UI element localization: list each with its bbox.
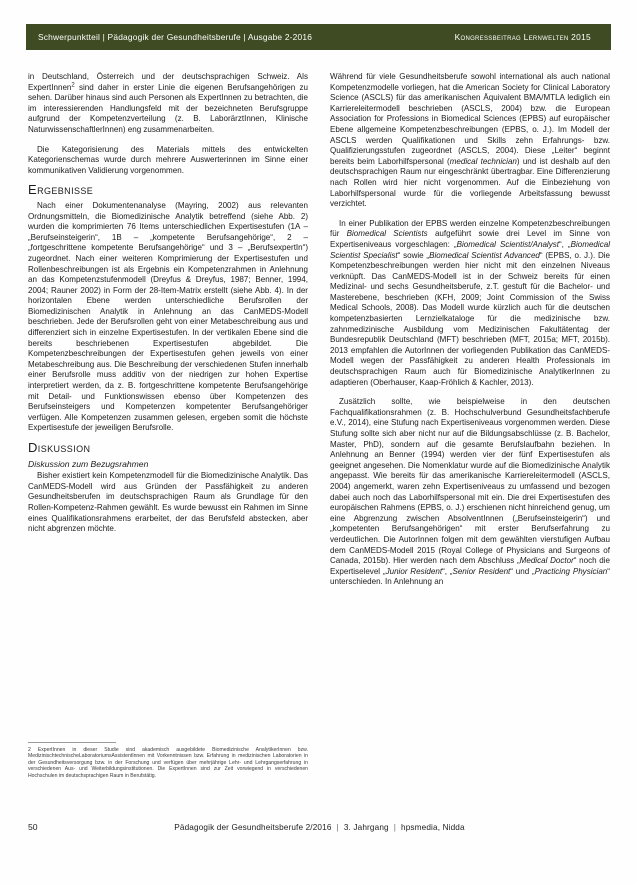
para-right-2b: aufgeführt sowie drei Level im Sinne von Expertiseniveaus vorgeschlagen: „: [330, 229, 610, 249]
footer-citation: [148, 823, 491, 832]
page-footer: [28, 822, 611, 832]
term-medical-technician: medical technician: [449, 156, 517, 166]
footer-volume: 3. Jahrgang: [343, 823, 389, 832]
para-left-1b: sind daher in erster Linie die eigenen Berufsangehörigen zu sehen. Darüber hinaus sind auch Personen als ExpertInnen zu betrachten, die im interessierenden Handlungsfeld mit der bezeichneten Berufsgruppe aufgrund der Kompetenzverteilung (z. B. LaborärztInnen, Klinische NaturwissenschaftlerInnen) eng zusammenarbeiten.: [28, 82, 308, 134]
left-column: [28, 72, 308, 812]
term-practicing-physician: Practicing Physician: [534, 566, 608, 576]
footer-publisher: hpsmedia, Nidda: [401, 823, 465, 832]
footnote-block: [28, 742, 308, 779]
subsection-heading-bezugsrahmen: Diskussion zum Bezugsrahmen: [28, 458, 149, 469]
paragraph-gap: [330, 210, 610, 219]
para-right-2: [330, 219, 610, 389]
para-right-2d: “ sowie „: [397, 250, 430, 260]
para-right-3c: “, „: [442, 566, 453, 576]
para-right-1: [330, 72, 610, 210]
para-right-2e: “ (EPBS, o. J.). Die Kompetenzbeschreibungen werden hier nicht mit den einzelnen Niveaus verknüpft. Das CanMEDS-Modell ist in der Schweiz bereits für einen Medizinal- und sechs Gesundheitsberufe, z.T. gestuft für die Bachelor- und Masterebene, beschrieben (KFH, 2009; Joint Commission of the Swiss Medical Schools, 2008). Das Modell wurde kürzlich auch für die deutschen kompetenzbasierten Lernzielkataloge für die medizinische bzw. zahnmedizinische Ausbildung vom Medizinischen Fakultätentag der Bundesrepublik Deutschland (MFT) beschrieben (MFT, 2015a; MFT, 2015b). 2013 empfahlen die AutorInnen der vorliegenden Publikation das CanMEDS-Modell wegen der Passfähigkeit zu anderen Health Professionals im deutschsprachigen Raum auch für Biomedizinische AnalytikerInnen zu adaptieren (Oberhauser, Kaap-Fröhlich & Kachler, 2013).: [330, 250, 611, 387]
term-medical-doctor: Medical Doctor: [519, 556, 574, 566]
term-biomedical-scientist-analyst: Biomedical Scientist/Analyst: [456, 239, 559, 249]
para-right-3d: “ und „: [510, 566, 535, 576]
running-head-bar: [26, 24, 611, 50]
para-left-3: Nach einer Dokumentenanalyse (Mayring, 2002) aus relevanten Ordnungsmitteln, die Biomedizinische Analytik betreffend (siehe Abb. 2) wurden die komprimierten 76 Items unterschiedlichen Expertisestufen (1A – „Berufseinsteigerin“, 1B – „kompetente Berufsangehörige“, 2 – „fortgeschrittene kompetente Berufsangehörige“ und 3 – „BerufsexpertIn“) zugeordnet. Nach einer weiteren Komprimierung der Expertisestufen und Rollenbeschreibungen ist als Ergebnis ein Kompetenzrahmen in Anlehnung an das Kompetenzstufenmodell (Dreyfus & Dreyfus, 1987; Benner, 1994, 2004; Rauner 2002) in Form der 28-Item-Matrix erstellt (siehe Abb. 4). In der horizontalen Ebene werden unterschiedliche Berufsrollen der Biomedizinischen Analytik in Anlehnung an das CanMEDS-Modell beschrieben. Jede der Berufsrollen geht von einer Metabeschreibung aus und differenziert sich in einzelne Expertisestufen. In der vertikalen Ebene sind die bereits beschriebenen Expertisestufen abgebildet. Die Kompetenzbeschreibungen der Expertisestufen gehen jeweils von einer Metabeschreibung aus. Die Beschreibung der verschiedenen Stufen innerhalb einer Berufsrolle muss additiv von der niedrigen zur hohen Expertise interpretiert werden, da z. B. fortgeschrittene kompetente Berufsangehörige mit Detail- und Funktionswissen ebenso über Kompetenzen des Berufseinsteigers und Kompetenzen kompetenter Berufsangehöriger verfügen. Alle Kompetenzen zusammen gelesen, ergeben somit die höchste Expertisestufe der jeweiligen Berufsrolle.: [28, 200, 308, 433]
page-number: 50: [28, 822, 38, 832]
para-left-2: Die Kategorisierung des Materials mittels des entwickelten Kategorienschemas wurde durch mehrere Auswerterinnen im Sinne einer kommunikativen Validierung vorgenommen.: [28, 144, 308, 175]
body-columns: [28, 72, 611, 812]
running-head-left: Schwerpunktteil | Pädagogik der Gesundheitsberufe | Ausgabe 2-2016: [38, 32, 313, 42]
paragraph-gap: [330, 388, 610, 397]
right-column: [330, 72, 610, 812]
term-senior-resident: Senior Resident: [452, 566, 511, 576]
term-biomedical-scientist-specialist: Biomedical Scientist Specialist: [330, 239, 610, 260]
footer-separator-2: |: [393, 823, 397, 832]
term-junior-resident: Junior Resident: [385, 566, 443, 576]
para-right-3e: “ unterschieden. In Anlehnung an: [330, 566, 610, 587]
footer-journal: Pädagogik der Gesundheitsberufe 2/2016: [174, 823, 332, 832]
footer-separator-1: |: [336, 823, 339, 832]
para-right-3a: Zusätzlich sollte, wie beispielweise in den deutschen Fachqualifikationsrahmen (z. B. Hochschulverbund Gesundheitsfachberufe e.V., 2014), eine Stufung nach Expertiseniveaus vorgenommen werden. Diese Stufung sollte sich aber nicht nur auf die Bildungsabschlüsse (z. B. Bachelor, Master, PhD), sondern auf die gesamte Berufslaufbahn beziehen. In Anlehnung an Benner (1994) werden vier der fünf Expertisestufen als geeignet angesehen. Die Nomenklatur wurde auf die Biomedizinische Analytik angepasst. Wie bereits für das amerikanische Karriereleitermodell (ASCLS, 2004) angemerkt, waren zehn Expertiseniveaus zu umfassend und bezogen dabei auch noch das Laborhilfspersonal mit ein. Die drei Expertisestufen des europäischen Rahmens (EPBS, o. J.) erschienen nicht hinreichend genug, um eine Abgrenzung zwischen AbsolventInnen („Berufseinsteigerin“) und „kompetenten Berufsangehörigen“ mit erster Berufserfahrung zu verdeutlichen. Die AutorInnen folgen mit dem gewählten vierstufigen Aufbau dem CanMEDS-Modell 2015 (Royal College of Physicians and Surgeons of Canada, 2015b). Hier werden nach dem Abschluss „: [330, 397, 610, 566]
para-right-1a: Während für viele Gesundheitsberufe sowohl international als auch national Kompetenzmodelle vorliegen, hat die American Society for Clinical Laboratory Science (ASCLS) für das amerikanischen Äquivalent BMA/MTLA lediglich ein Karriereleitermodell beschrieben (ASCLS, 2004) bzw. die European Association for Professions in Biomedical Sciences (EPBS) auf europäischer Ebene allgemeine Kompetenzbeschreibungen (EPBS, o. J.). Im Modell der ASCLS werden Qualifikationen und Skills zehn Erfahrungs- bzw. Qualifizierungsstufen zugeordnet (ASCLS, 2004). Diese „Leiter“ beginnt bereits beim Laborhilfspersonal (: [330, 72, 610, 166]
term-biomedical-scientist-advanced: Biomedical Scientist Advanced: [429, 250, 540, 260]
para-right-3: [330, 397, 610, 588]
para-right-3b: “ noch die Expertiselevel „: [330, 556, 611, 576]
para-right-2c: “, „: [559, 239, 571, 249]
para-left-4: Bisher existiert kein Kompetenzmodell für die Biomedizinische Analytik. Das CanMEDS-Modell wird aus Gründen der Passfähigkeit zu anderen Gesundheitsberufen im deutschsprachigen Raum als Grundlage für den Rollen-Kompetenz-Rahmen gewählt. Es wurde bewusst ein Rahmen im Sinne eines Qualifikationsrahmens erarbeitet, der das Berufsfeld abstecken, aber nicht abgrenzen möchte.: [28, 471, 308, 534]
paragraph-continuation: [28, 72, 308, 136]
para-right-2a: In einer Publikation der EPBS werden einzelne Kompetenzbeschreibungen für: [330, 218, 610, 239]
running-head-right: Kongressbeitrag Lernwelten 2015: [454, 32, 591, 42]
para-left-1a: in Deutschland, Österreich und der deutschsprachigen Schweiz. Als ExpertInnen: [28, 72, 308, 92]
paragraph-gap: [28, 136, 308, 145]
term-biomedical-scientists: Biomedical Scientists: [346, 229, 428, 239]
section-heading-ergebnisse: Ergebnisse: [28, 182, 94, 198]
footnote-marker: 2: [71, 81, 75, 88]
footnote-text: 2 ExpertInnen in dieser Studie sind akademisch ausgebildete Biomedizinische AnalytikerInnen bzw. MedizinischtechnischeLaboratoriumsAssistentInnen mit Vorkenntnissen bzw. Erfahrung in medizinischen Laboratorien in der Gesundheitsversorgung bzw. in der Forschung und verfügen über mehrjährige Lehr- und Lehrgangserfahrung in verschiedenen Aus- und Weiterbildungsinstitutionen. Die ExpertInnen sind zur Zeit vorwiegend in verschiedenen Hochschulen im deutschsprachigen Raum in Berufstätig.: [28, 747, 308, 779]
para-right-1b: ) und ist deshalb auf den deutschsprachigen Raum nur eingeschränkt übertragbar. Eine Differenzierung nach Rollen wird hier nicht vorgenommen. Auf die Einbeziehung von Laborhilfspersonal wurde für die vorliegende Arbeitsfassung bewusst verzichtet.: [330, 156, 611, 209]
section-heading-diskussion: Diskussion: [28, 440, 91, 455]
footnote-rule: [28, 742, 116, 743]
